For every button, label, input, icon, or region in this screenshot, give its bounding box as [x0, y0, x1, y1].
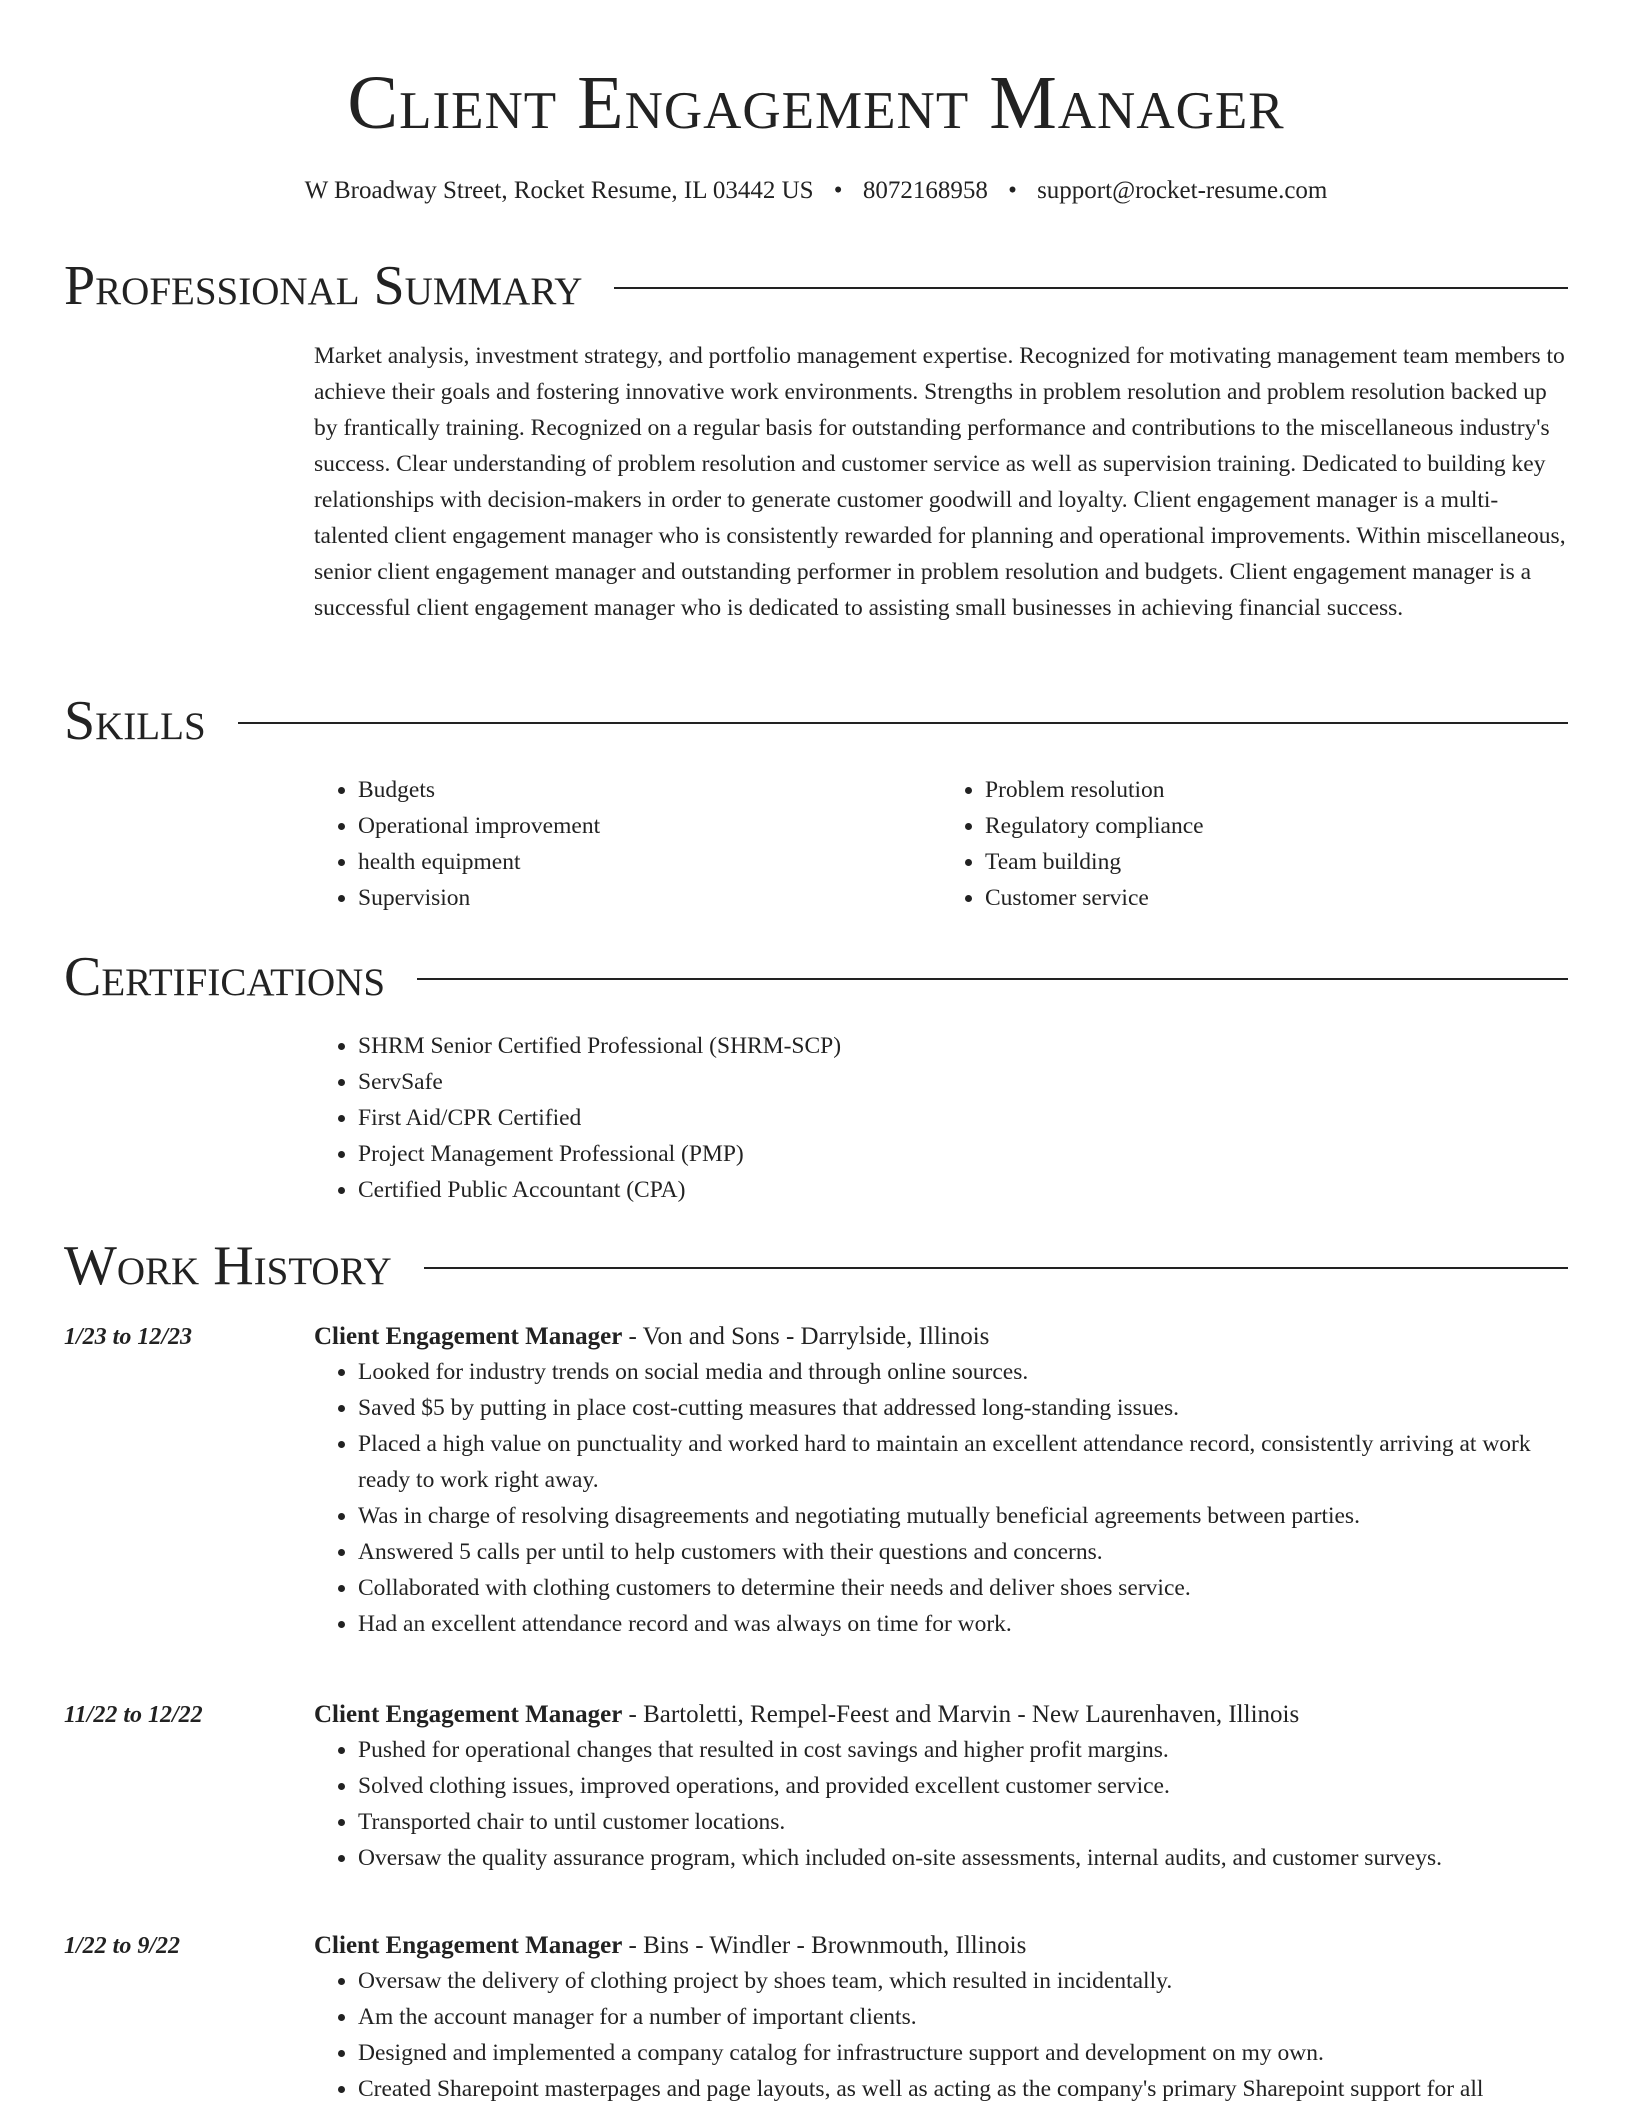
skill-item: • Operational improvement: [358, 808, 941, 844]
skills-column-left: [314, 772, 941, 916]
skill-item: • Supervision: [358, 880, 941, 916]
job-bullet: • Pushed for operational changes that resulted in cost savings and higher profit margins.: [358, 1732, 1568, 1768]
certifications-items: [314, 1028, 1568, 1208]
certification-item: • SHRM Senior Certified Professional (SHRM-SCP): [358, 1028, 1568, 1064]
certification-item: • ServSafe: [358, 1064, 1568, 1100]
section-divider: [614, 287, 1568, 289]
skill-item: • Team building: [985, 844, 1568, 880]
job-bullets: [314, 1354, 1568, 1642]
contact-separator: •: [833, 177, 843, 204]
job-bullet: • Answered 5 calls per until to help customers with their questions and concerns.: [358, 1534, 1568, 1570]
contact-line: [0, 174, 1632, 208]
skill-item: • health equipment: [358, 844, 941, 880]
skill-item: • Budgets: [358, 772, 941, 808]
job-title-line: [314, 1698, 1568, 1732]
job-entry: [314, 1320, 1568, 1642]
work-heading: Work History: [64, 1235, 392, 1297]
job-title: Client Engagement Manager: [314, 1932, 623, 1959]
certifications-section-header: [64, 945, 1568, 1009]
job-bullet: • Transported chair to until customer locations.: [358, 1804, 1568, 1840]
job-bullets: [314, 1963, 1568, 2107]
job-bullet: • Placed a high value on punctuality and worked hard to maintain an excellent attendance record, consistently arriving at work ready to work right away.: [358, 1426, 1568, 1498]
job-bullet: • Designed and implemented a company catalog for infrastructure support and development on my own.: [358, 2035, 1568, 2071]
job-bullet: • Solved clothing issues, improved operations, and provided excellent customer service.: [358, 1768, 1568, 1804]
job-title-line: [314, 1929, 1568, 1963]
job-title-line: [314, 1320, 1568, 1354]
job-bullet: • Looked for industry trends on social media and through online sources.: [358, 1354, 1568, 1390]
job-employer: - Bins - Windler - Brownmouth, Illinois: [622, 1932, 1027, 1959]
summary-text: Market analysis, investment strategy, and portfolio management expertise. Recognized for motivating management team members to achieve their goals and fostering innovative work environments. Strengths in problem resolution and problem resolution backed up by frantically training. Recognized on a regular basis for outstanding performance and contributions to the miscellaneous industry's success. Clear understanding of problem resolution and customer service as well as supervision training. Dedicated to building key relationships with decision-makers in order to generate customer goodwill and loyalty. Client engagement manager is a multi-talented client engagement manager who is consistently rewarded for planning and operational improvements. Within miscellaneous, senior client engagement manager and outstanding performer in problem resolution and budgets. Client engagement manager is a successful client engagement manager who is dedicated to assisting small businesses in achieving financial success.: [314, 343, 1566, 621]
skill-item: • Problem resolution: [985, 772, 1568, 808]
skill-item: • Regulatory compliance: [985, 808, 1568, 844]
job-bullet: • Am the account manager for a number of important clients.: [358, 1999, 1568, 2035]
section-divider: [417, 978, 1568, 980]
summary-section-header: [64, 254, 1568, 318]
skills-column-right: [941, 772, 1568, 916]
certification-item: • Certified Public Accountant (CPA): [358, 1172, 1568, 1208]
job-dates: 11/22 to 12/22: [64, 1702, 203, 1728]
job-entry: [314, 1698, 1568, 1876]
job-title: Client Engagement Manager: [314, 1323, 623, 1350]
summary-heading: Professional Summary: [64, 255, 583, 317]
job-title: Client Engagement Manager: [314, 1701, 623, 1728]
contact-separator: •: [1008, 177, 1017, 204]
job-bullets: [314, 1732, 1568, 1876]
job-employer: - Von and Sons - Darrylside, Illinois: [622, 1323, 990, 1350]
skill-item: • Customer service: [985, 880, 1568, 916]
contact-email: support@rocket-resume.com: [1037, 177, 1328, 204]
section-divider: [238, 722, 1568, 724]
section-divider: [424, 1267, 1568, 1269]
job-bullet: • Oversaw the quality assurance program, which included on-site assessments, internal audits, and customer surveys.: [358, 1840, 1568, 1876]
certification-item: • Project Management Professional (PMP): [358, 1136, 1568, 1172]
skills-section-header: [64, 689, 1568, 753]
work-section-header: [64, 1234, 1568, 1298]
job-dates: 1/23 to 12/23: [64, 1324, 193, 1350]
certifications-list: [314, 1028, 1568, 1208]
job-bullet: • Saved $5 by putting in place cost-cutting measures that addressed long-standing issues.: [358, 1390, 1568, 1426]
job-bullet: • Was in charge of resolving disagreements and negotiating mutually beneficial agreements between parties.: [358, 1498, 1568, 1534]
contact-address: W Broadway Street, Rocket Resume, IL 03442 US: [304, 177, 814, 204]
job-bullet: • Oversaw the delivery of clothing project by shoes team, which resulted in incidentally.: [358, 1963, 1568, 1999]
certification-item: • First Aid/CPR Certified: [358, 1100, 1568, 1136]
summary-body: [314, 338, 1568, 626]
skills-list: [314, 772, 1568, 916]
job-bullet: • Had an excellent attendance record and was always on time for work.: [358, 1606, 1568, 1642]
certifications-heading: Certifications: [64, 946, 386, 1008]
contact-phone: 8072168958: [862, 177, 988, 204]
job-dates: 1/22 to 9/22: [64, 1933, 181, 1959]
resume-name: Client Engagement Manager: [347, 61, 1285, 145]
job-employer: - Bartoletti, Rempel-Feest and Marvin - New Laurenhaven, Illinois: [622, 1701, 1300, 1728]
skills-heading: Skills: [64, 690, 206, 752]
job-bullet: • Created Sharepoint masterpages and page layouts, as well as acting as the company's primary Sharepoint support for all: [358, 2071, 1568, 2107]
job-entry: [314, 1929, 1568, 2107]
job-bullet: • Collaborated with clothing customers to determine their needs and deliver shoes service.: [358, 1570, 1568, 1606]
